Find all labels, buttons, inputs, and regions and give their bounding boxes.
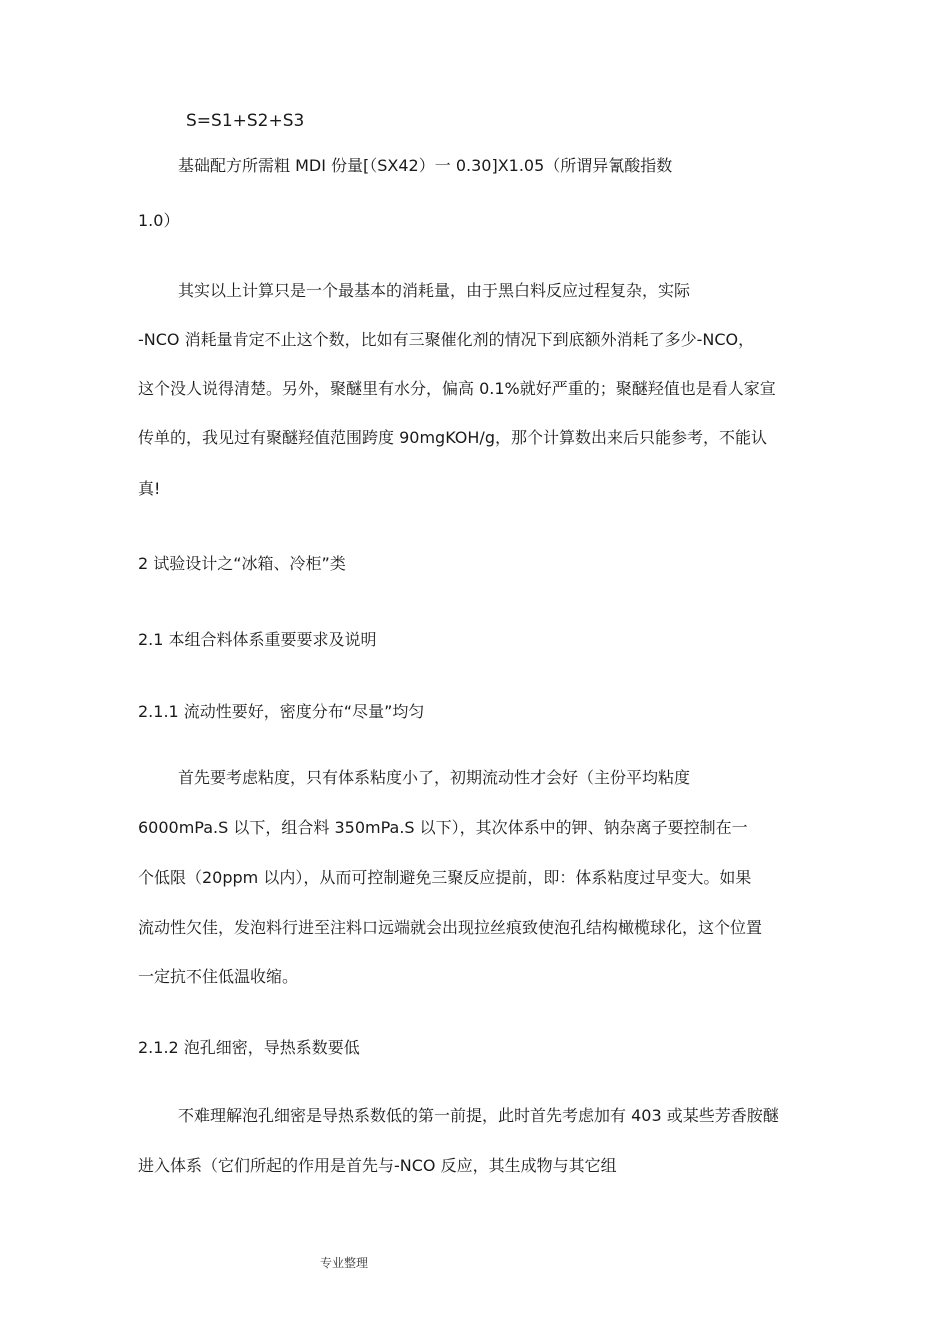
subsubsection-heading: 2.1.2 泡孔细密，导热系数要低 — [138, 1038, 360, 1057]
paragraph-line: 进入体系（它们所起的作用是首先与-NCO 反应，其生成物与其它组 — [138, 1156, 617, 1175]
subsection-heading: 2.1 本组合料体系重要要求及说明 — [138, 630, 377, 649]
section-heading: 2 试验设计之“冰箱、冷柜”类 — [138, 554, 346, 573]
paragraph-line: 其实以上计算只是一个最基本的消耗量，由于黑白料反应过程复杂，实际 — [178, 281, 691, 300]
formula-line: S=S1+S2+S3 — [186, 111, 305, 131]
paragraph-line: 首先要考虑粘度，只有体系粘度小了，初期流动性才会好（主份平均粘度 — [178, 768, 691, 787]
paragraph-line: 一定抗不住低温收缩。 — [138, 967, 299, 986]
paragraph-line: 这个没人说得清楚。另外，聚醚里有水分，偏高 0.1%就好严重的；聚醚羟值也是看人家宣 — [138, 379, 776, 398]
subsubsection-heading: 2.1.1 流动性要好，密度分布“尽量”均匀 — [138, 702, 425, 721]
paragraph-line: -NCO 消耗量肯定不止这个数，比如有三聚催化剂的情况下到底额外消耗了多少-NCO， — [138, 330, 755, 349]
page-footer: 专业整理 — [320, 1256, 369, 1270]
paragraph-line: 传单的，我见过有聚醚羟值范围跨度 90mgKOH/g，那个计算数出来后只能参考，不能认 — [138, 428, 767, 447]
paragraph-line: 6000mPa.S 以下，组合料 350mPa.S 以下），其次体系中的钾、钠杂离子要控制在一 — [138, 818, 748, 837]
paragraph-line: 个低限（20ppm 以内），从而可控制避免三聚反应提前，即：体系粘度过早变大。如果 — [138, 868, 752, 887]
paragraph-line: 基础配方所需粗 MDI 份量[（SX42）一 0.30]X1.05（所谓异氰酸指数 — [178, 156, 673, 175]
paragraph-line: 不难理解泡孔细密是导热系数低的第一前提，此时首先考虑加有 403 或某些芳香胺醚 — [178, 1106, 779, 1125]
paragraph-line: 1.0） — [138, 211, 180, 230]
paragraph-line: 流动性欠佳，发泡料行进至注料口远端就会出现拉丝痕致使泡孔结构橄榄球化，这个位置 — [138, 918, 763, 937]
paragraph-line: 真! — [138, 479, 161, 498]
